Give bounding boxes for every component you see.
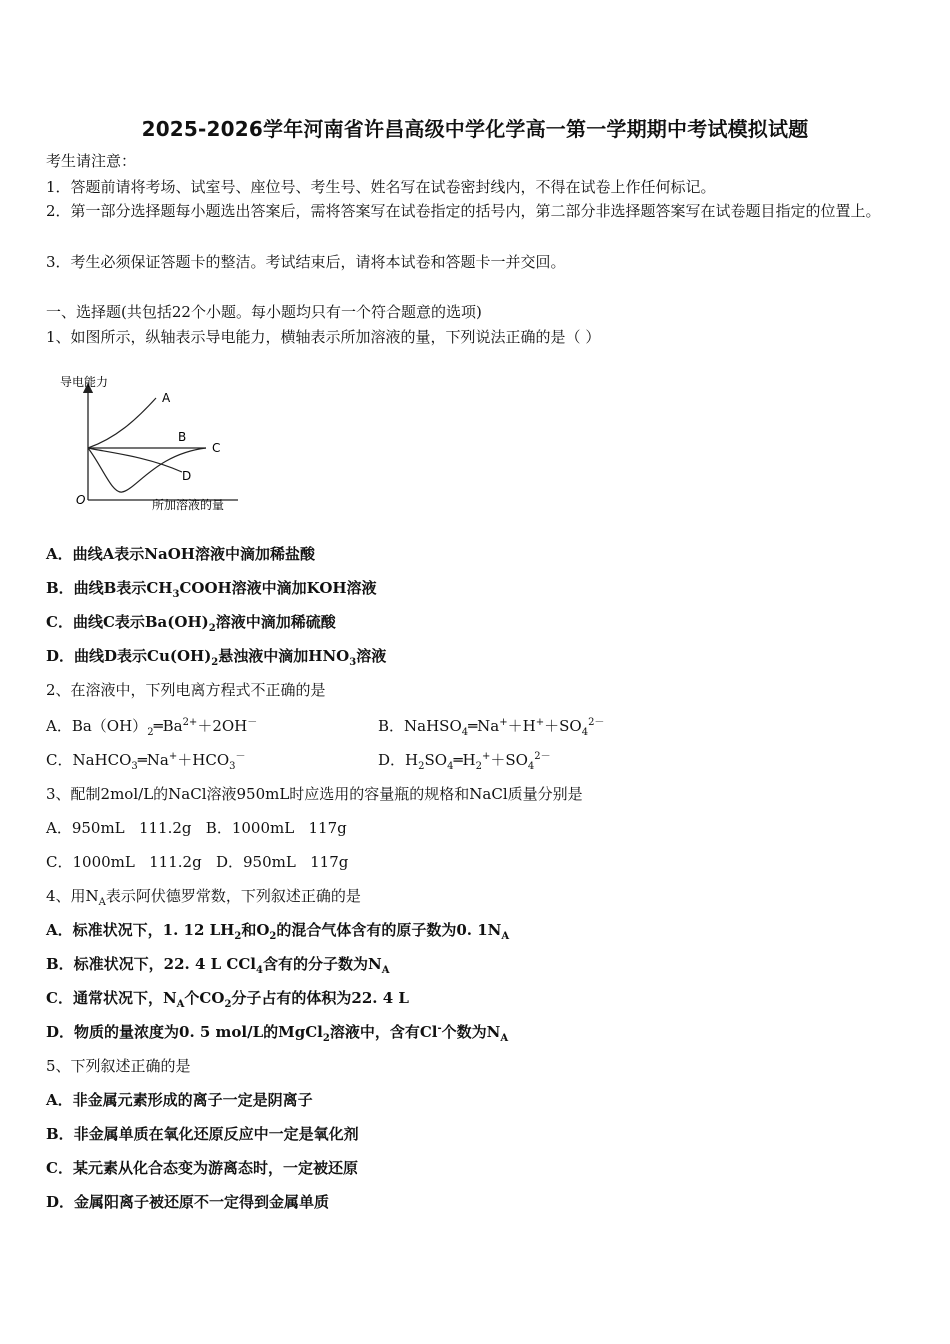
q2-option-c: C．$NaHCO_3═Na^++HCO_3^-$ <box>46 751 246 772</box>
curve-d-label: D <box>182 469 192 483</box>
q5-stem: 5、下列叙述正确的是 <box>46 1057 191 1075</box>
q1-option-a: A．曲线A表示NaOH溶液中滴加稀盐酸 <box>46 545 315 563</box>
q2-option-a: A．$Ba(OH)_2═Ba^{2+}+2OH^-$ <box>46 717 258 738</box>
curve-a <box>88 398 156 448</box>
q4-stem: 4、用$N_A$表示阿伏德罗常数，下列叙述正确的是 <box>46 887 361 908</box>
notice-item-3: 3．考生必须保证答题卡的整洁。考试结束后，请将本试卷和答题卡一并交回。 <box>46 253 566 271</box>
q4-option-c: C．通常状况下，$N_A$个$CO_2$分子占有的体积为22. 4 L <box>46 989 409 1010</box>
q1-option-d: D．曲线D表示$Cu(OH)_2$悬浊液中滴加$HNO_3$溶液 <box>46 647 387 668</box>
q5-option-b: B．非金属单质在氧化还原反应中一定是氧化剂 <box>46 1125 359 1143</box>
curve-b-label: B <box>178 430 187 444</box>
notice-item-1: 1．答题前请将考场、试室号、座位号、考生号、姓名写在试卷密封线内，不得在试卷上作任何标记。 <box>46 178 716 196</box>
y-axis-label: 导电能力 <box>60 375 109 389</box>
x-axis-label: 所加溶液的量 <box>152 498 225 512</box>
q5-option-d: D．金属阳离子被还原不一定得到金属单质 <box>46 1193 330 1211</box>
section-heading: 一、选择题(共包括22个小题。每小题均只有一个符合题意的选项) <box>46 303 482 321</box>
q3-options-row-2: C．1000mL 111.2g D．950mL 117g <box>46 853 349 871</box>
notice-heading: 考生请注意： <box>46 152 137 170</box>
conductivity-curve-figure <box>56 368 246 518</box>
q2-option-d: D．$H_2SO_4═H_2^++SO_4^{2-}$ <box>378 751 551 772</box>
q3-options-row-1: A．950mL 111.2g B．1000mL 117g <box>46 819 347 837</box>
q2-stem: 2、在溶液中，下列电离方程式不正确的是 <box>46 681 326 699</box>
q5-option-a: A．非金属元素形成的离子一定是阴离子 <box>46 1091 313 1109</box>
curve-c-label: C <box>212 441 221 455</box>
origin-label: O <box>76 493 86 507</box>
q1-option-c: C．曲线C表示$Ba(OH)_2$溶液中滴加稀硫酸 <box>46 613 336 634</box>
q3-stem: 3、配制2mol/L的NaCl溶液950mL时应选用的容量瓶的规格和NaCl质量分别是 <box>46 785 583 803</box>
q2-option-b: B．$NaHSO_4═Na^++H^++SO_4^{2-}$ <box>378 717 605 738</box>
q5-option-c: C．某元素从化合态变为游离态时，一定被还原 <box>46 1159 358 1177</box>
q1-option-b: B．曲线B表示$CH_3COOH$溶液中滴加KOH溶液 <box>46 579 377 600</box>
q4-option-b: B．标准状况下，22. 4 L CCl$_4$含有的分子数为$N_A$ <box>46 955 390 976</box>
q4-option-d: D．物质的量浓度为0. 5 mol/L的MgCl$_2$溶液中，含有Cl-个数为$N_A$ <box>46 1023 509 1044</box>
exam-title: 2025-2026学年河南省许昌高级中学化学高一第一学期期中考试模拟试题 <box>141 117 809 141</box>
notice-item-2: 2．第一部分选择题每小题选出答案后，需将答案写在试卷指定的括号内，第二部分非选择题答案写在试卷题目指定的位置上。 <box>46 202 881 220</box>
q1-stem: 1、如图所示，纵轴表示导电能力，横轴表示所加溶液的量，下列说法正确的是（ ） <box>46 328 601 346</box>
q4-option-a: A．标准状况下，1. 12 $LH_2$和$O_2$的混合气体含有的原子数为0. $1N_A$ <box>46 921 510 942</box>
curve-a-label: A <box>162 391 171 405</box>
